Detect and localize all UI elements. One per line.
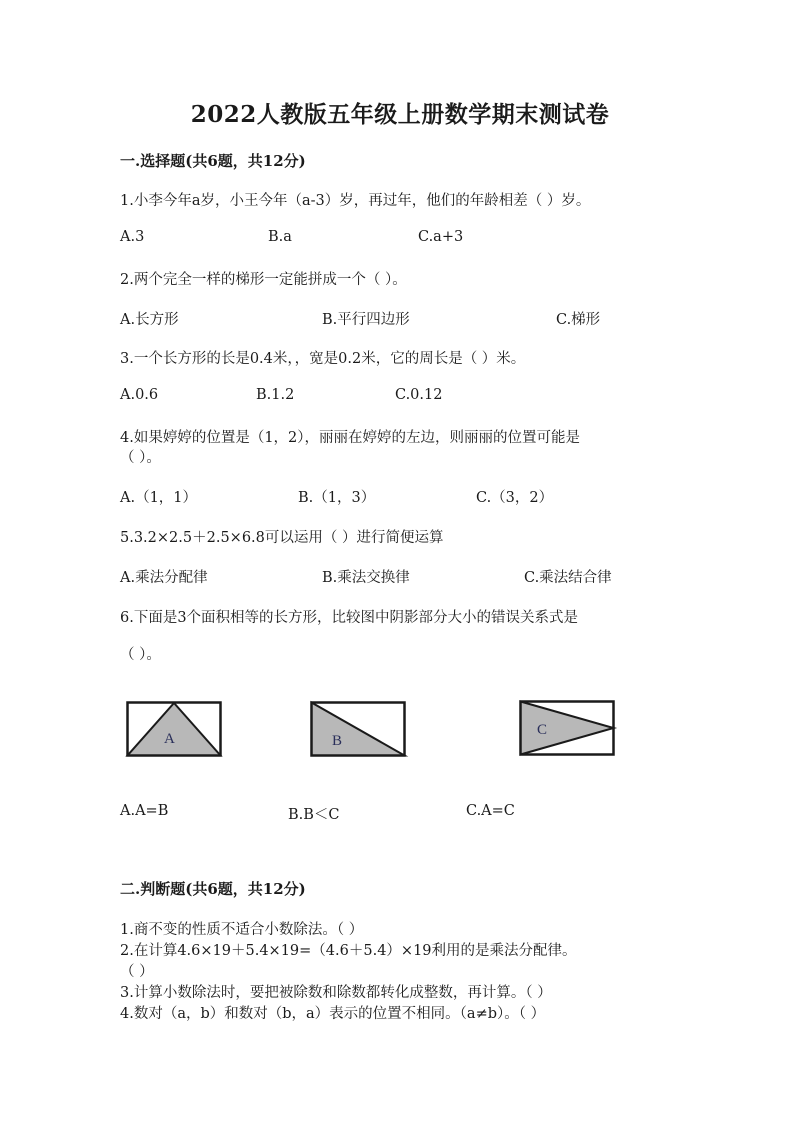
q2-option-c[interactable]: C.梯形: [556, 312, 601, 328]
section-heading-judge: 二.判断题(共6题，共12分): [120, 880, 306, 898]
q4-option-b[interactable]: B.（1，3）: [298, 490, 376, 506]
figure-rectangle-a: [126, 701, 222, 757]
question-2: 2.两个完全一样的梯形一定能拼成一个（ ）。: [120, 272, 407, 288]
shaded-triangle-b: [312, 703, 405, 756]
label-b: B: [332, 733, 343, 749]
judge-item-2-blank: （ ）: [120, 964, 154, 980]
shaded-triangle-a: [128, 703, 221, 756]
q2-option-a[interactable]: A.长方形: [120, 312, 179, 328]
label-c: C: [537, 722, 548, 738]
judge-item-2: 2.在计算4.6×19＋5.4×19=（4.6＋5.4）×19利用的是乘法分配律。: [120, 943, 577, 959]
q6-option-a[interactable]: A.A=B: [120, 803, 169, 819]
page-title: 2022人教版五年级上册数学期末测试卷: [190, 101, 610, 128]
q1-option-c[interactable]: C.a+3: [418, 229, 464, 245]
q5-option-b[interactable]: B.乘法交换律: [322, 570, 410, 586]
q3-option-b[interactable]: B.1.2: [256, 387, 295, 403]
question-3: 3.一个长方形的长是0.4米，，宽是0.2米，它的周长是（ ）米。: [120, 351, 526, 367]
shaded-triangle-c: [521, 702, 614, 755]
q6-option-c[interactable]: C.A=C: [466, 803, 515, 819]
question-1: 1.小李今年a岁，小王今年（a-3）岁，再过年，他们的年龄相差（ ）岁。: [120, 193, 591, 209]
question-4-blank: （ ）。: [120, 450, 161, 466]
label-a: A: [164, 731, 175, 747]
q4-option-a[interactable]: A.（1，1）: [120, 490, 198, 506]
question-5: 5.3.2×2.5＋2.5×6.8可以运用（ ）进行简便运算: [120, 530, 444, 546]
judge-item-1: 1.商不变的性质不适合小数除法。（ ）: [120, 922, 364, 938]
q5-option-c[interactable]: C.乘法结合律: [524, 570, 612, 586]
q2-option-b[interactable]: B.平行四边形: [322, 312, 410, 328]
q1-option-a[interactable]: A.3: [120, 229, 145, 245]
q3-option-a[interactable]: A.0.6: [120, 387, 159, 403]
q3-option-c[interactable]: C.0.12: [395, 387, 443, 403]
judge-item-4: 4.数对（a，b）和数对（b，a）表示的位置不相同。（a≠b）。（ ）: [120, 1006, 546, 1022]
question-4: 4.如果婷婷的位置是（1，2），丽丽在婷婷的左边，则丽丽的位置可能是: [120, 430, 581, 446]
q6-option-b[interactable]: B.B＜C: [288, 807, 340, 823]
question-6: 6.下面是3个面积相等的长方形，比较图中阴影部分大小的错误关系式是: [120, 610, 579, 626]
figure-rectangle-b: [310, 701, 406, 757]
q5-option-a[interactable]: A.乘法分配律: [120, 570, 208, 586]
section-heading-choice: 一.选择题(共6题，共12分): [120, 152, 306, 170]
judge-item-3: 3.计算小数除法时，要把被除数和除数都转化成整数，再计算。（ ）: [120, 985, 552, 1001]
question-6-blank: （ ）。: [120, 647, 161, 663]
q1-option-b[interactable]: B.a: [268, 229, 292, 245]
figure-rectangle-c: [519, 700, 615, 756]
q4-option-c[interactable]: C.（3，2）: [476, 490, 554, 506]
